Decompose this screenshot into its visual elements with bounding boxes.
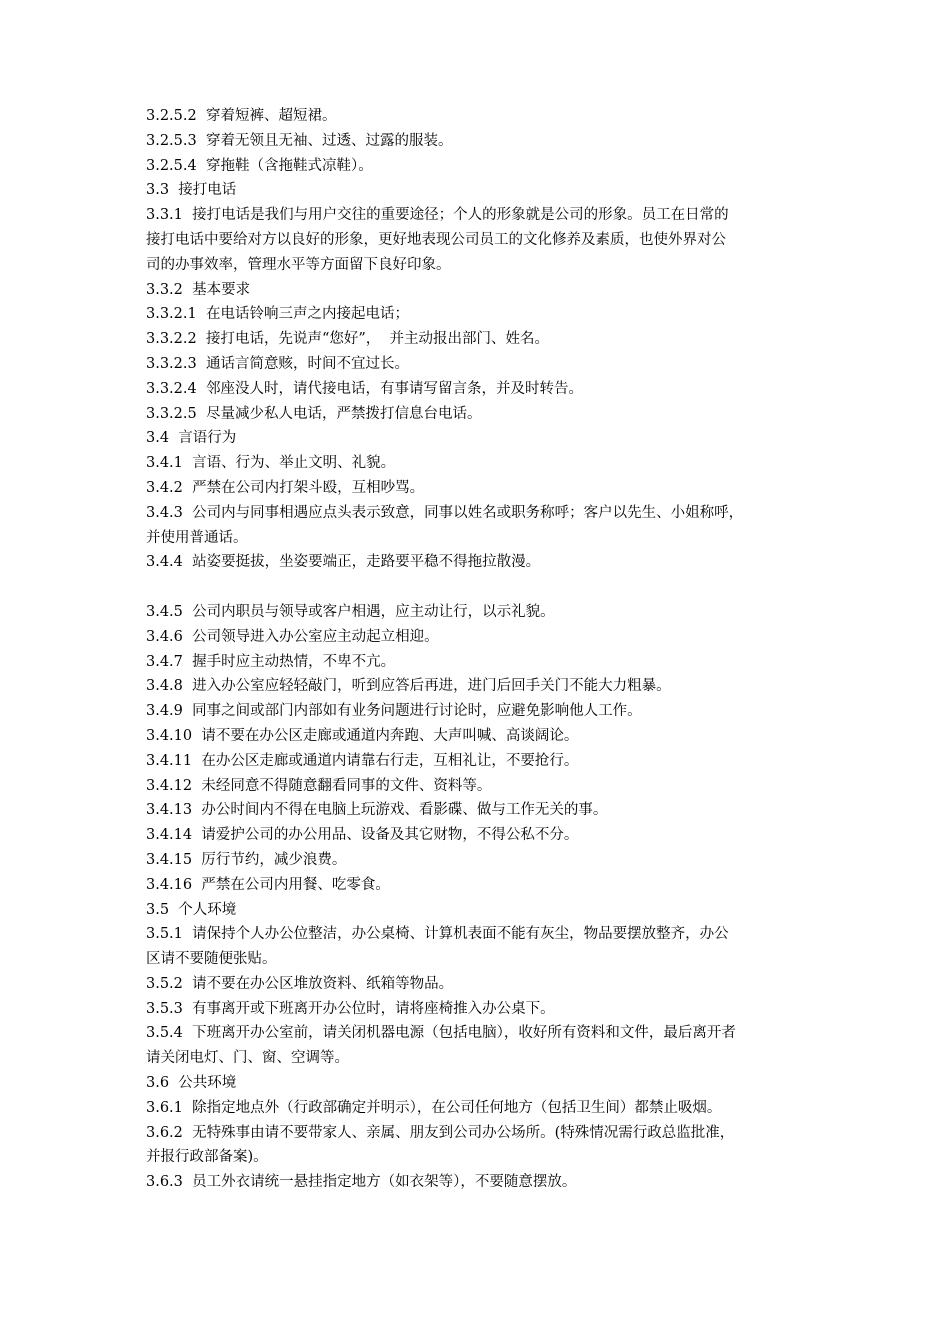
line-3-3-1-c: 司的办事效率，管理水平等方面留下良好印象。 [146, 256, 451, 273]
line-3-4-14: 3.4.14 请爱护公司的办公用品、设备及其它财物，不得公私不分。 [146, 827, 579, 844]
line-3-5-1-a: 3.5.1 请保持个人办公位整洁，办公桌椅、计算机表面不能有灰尘，物品要摆放整齐，办公 [146, 926, 729, 943]
line-3-3-2-3: 3.3.2.3 通话言简意赅，时间不宜过长。 [146, 355, 409, 372]
line-3-4-1: 3.4.1 言语、行为、举止文明、礼貌。 [146, 455, 396, 472]
line-3-4-2: 3.4.2 严禁在公司内打架斗殴，互相吵骂。 [146, 479, 425, 496]
line-3-2-5-2: 3.2.5.2 穿着短裤、超短裙。 [146, 108, 337, 124]
line-3-4-13: 3.4.13 办公时间内不得在电脑上玩游戏、看影碟、做与工作无关的事。 [146, 802, 608, 819]
line-3-6-2-b: 并报行政部备案)。 [146, 1149, 268, 1166]
line-3-5-2: 3.5.2 请不要在办公区堆放资料、纸箱等物品。 [146, 975, 454, 992]
line-3-6-1: 3.6.1 除指定地点外（行政部确定并明示），在公司任何地方（包括卫生间）都禁止吸烟。 [146, 1099, 722, 1116]
document-page [146, 104, 810, 1195]
line-3-3-2-4: 3.3.2.4 邻座没人时，请代接电话，有事请写留言条，并及时转告。 [146, 380, 583, 397]
heading-3-3: 3.3 接打电话 [146, 182, 237, 199]
heading-3-3-2: 3.3.2 基本要求 [146, 281, 251, 298]
line-3-5-4-b: 请关闭电灯、门、窗、空调等。 [146, 1050, 349, 1067]
line-3-4-11: 3.4.11 在办公区走廊或通道内请靠右行走，互相礼让，不要抢行。 [146, 752, 579, 769]
line-3-3-2-5: 3.3.2.5 尽量减少私人电话，严禁拨打信息台电话。 [146, 405, 482, 422]
line-3-5-3: 3.5.3 有事离开或下班离开办公位时，请将座椅推入办公桌下。 [146, 1000, 555, 1017]
line-3-3-2-1: 3.3.2.1 在电话铃响三声之内接起电话； [146, 306, 409, 323]
line-3-3-1-a: 3.3.1 接打电话是我们与用户交往的重要途径；个人的形象就是公司的形象。员工在日常的 [146, 207, 729, 224]
line-3-4-9: 3.4.9 同事之间或部门内部如有业务问题进行讨论时，应避免影响他人工作。 [146, 703, 642, 720]
line-3-4-5: 3.4.5 公司内职员与领导或客户相遇，应主动让行，以示礼貌。 [146, 603, 555, 620]
line-3-6-3: 3.6.3 员工外衣请统一悬挂指定地方（如衣架等），不要随意摆放。 [146, 1174, 577, 1191]
line-3-4-6: 3.4.6 公司领导进入办公室应主动起立相迎。 [146, 628, 439, 645]
line-3-4-3-b: 并使用普通话。 [146, 529, 248, 546]
line-3-4-16: 3.4.16 严禁在公司内用餐、吃零食。 [146, 876, 390, 893]
line-3-3-2-2: 3.3.2.2 接打电话，先说声“您好”， 并主动报出部门、姓名。 [146, 331, 549, 348]
heading-3-6: 3.6 公共环境 [146, 1075, 237, 1092]
line-3-4-7: 3.4.7 握手时应主动热情，不卑不亢。 [146, 653, 396, 670]
line-3-5-1-b: 区请不要随便张贴。 [146, 951, 277, 968]
blank-line [146, 575, 810, 600]
line-3-4-4: 3.4.4 站姿要挺拔，坐姿要端正，走路要平稳不得拖拉散漫。 [146, 554, 541, 571]
line-3-6-2-a: 3.6.2 无特殊事由请不要带家人、亲属、朋友到公司办公场所。(特殊情况需行政总监批准， [146, 1124, 735, 1141]
line-3-4-8: 3.4.8 进入办公室应轻轻敲门，听到应答后再进，进门后回手关门不能大力粗暴。 [146, 678, 671, 695]
heading-3-4: 3.4 言语行为 [146, 430, 237, 447]
line-3-4-10: 3.4.10 请不要在办公区走廊或通道内奔跑、大声叫喊、高谈阔论。 [146, 727, 579, 744]
line-3-4-15: 3.4.15 厉行节约，减少浪费。 [146, 851, 347, 868]
line-3-4-12: 3.4.12 未经同意不得随意翻看同事的文件、资料等。 [146, 777, 492, 794]
heading-3-5: 3.5 个人环境 [146, 901, 237, 918]
line-3-2-5-4: 3.2.5.4 穿拖鞋（含拖鞋式凉鞋）。 [146, 157, 373, 174]
line-3-4-3-a: 3.4.3 公司内与同事相遇应点头表示致意，同事以姓名或职务称呼；客户以先生、小姐称呼， [146, 504, 744, 521]
line-3-2-5-3: 3.2.5.3 穿着无领且无袖、过透、过露的服装。 [146, 132, 453, 149]
line-3-3-1-b: 接打电话中要给对方以良好的形象，更好地表现公司员工的文化修养及素质，也使外界对公 [146, 231, 726, 248]
line-3-5-4-a: 3.5.4 下班离开办公室前，请关闭机器电源（包括电脑），收好所有资料和文件，最后离开者 [146, 1025, 736, 1042]
